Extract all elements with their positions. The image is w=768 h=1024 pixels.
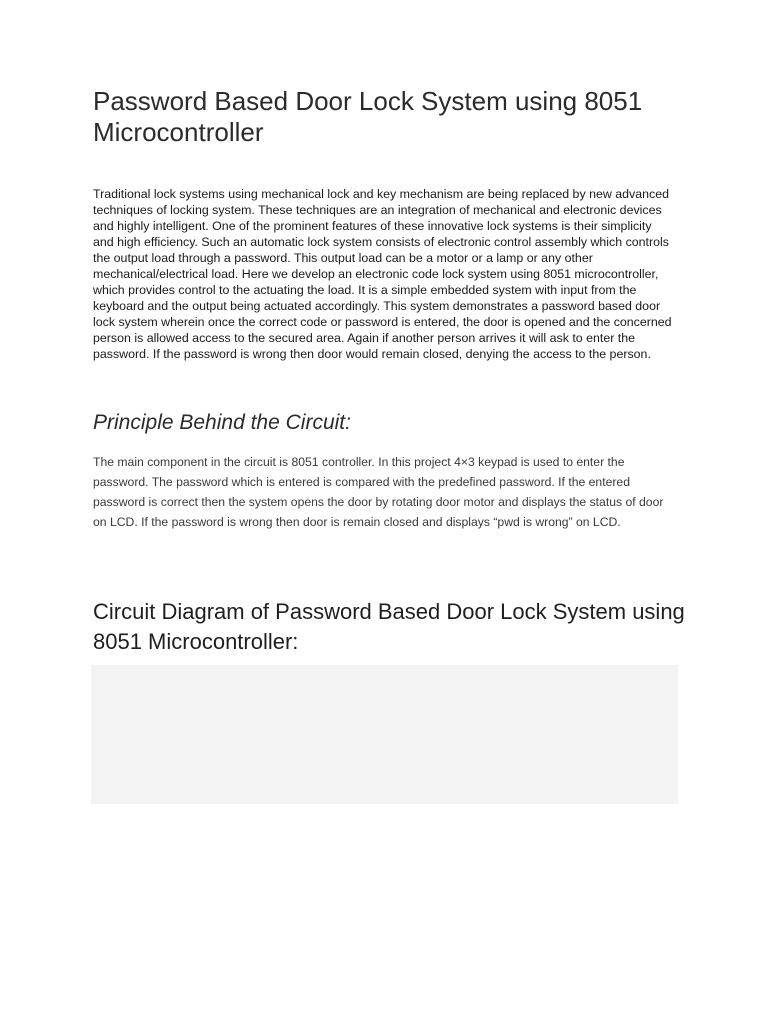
principle-heading: Principle Behind the Circuit: bbox=[93, 411, 351, 434]
document-title: Password Based Door Lock System using 8051 Microcontroller bbox=[93, 86, 643, 147]
intro-paragraph: Traditional lock systems using mechanical lock and key mechanism are being replaced by new advanced techniques of locking system. These techniques are an integration of mechanical and electronic devices and highly intelligent. One of the prominent features of these innovative lock systems is their simplicity and high efficiency. Such an automatic lock system consists of electronic control assembly which controls the output load through a password. This output load can be a motor or a lamp or any other mechanical/electrical load. Here we develop an electronic code lock system using 8051 microcontroller, which provides control to the actuating the load. It is a simple embedded system with input from the keyboard and the output being actuated accordingly. This system demonstrates a password based door lock system wherein once the correct code or password is entered, the door is opened and the concerned person is allowed access to the secured area. Again if another person arrives it will ask to enter the password. If the password is wrong then door would remain closed, denying the access to the person. bbox=[93, 187, 672, 361]
circuit-diagram-image-placeholder bbox=[91, 665, 678, 804]
circuit-diagram-heading: Circuit Diagram of Password Based Door Lock System using 8051 Microcontroller: bbox=[93, 599, 685, 654]
principle-paragraph: The main component in the circuit is 8051 controller. In this project 4×3 keypad is used to enter the password. The password which is entered is compared with the predefined password. If the entered password is correct then the system opens the door by rotating door motor and displays the status of door on LCD. If the password is wrong then door is remain closed and displays “pwd is wrong” on LCD. bbox=[93, 455, 664, 529]
